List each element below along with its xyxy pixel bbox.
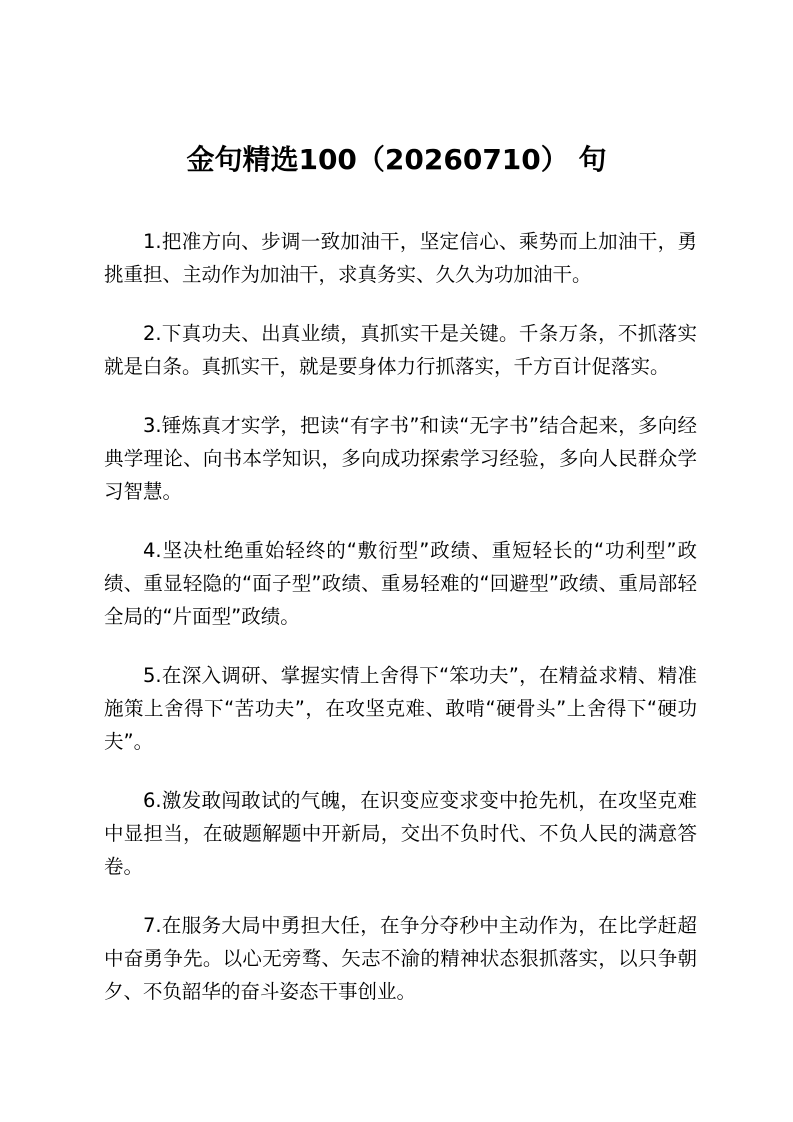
paragraph-4: 4.坚决杜绝重始轻终的“敷衍型”政绩、重短轻长的“功利型”政绩、重显轻隐的“面子型”政绩、重易轻难的“回避型”政绩、重局部轻全局的“片面型”政绩。: [104, 539, 697, 628]
document-title: 金句精选100（20260710） 句: [186, 143, 607, 176]
document-body: [104, 225, 697, 1034]
paragraph-3: 3.锤炼真才实学，把读“有字书”和读“无字书”结合起来，多向经典学理论、向书本学知识，多向成功探索学习经验，多向人民群众学习智慧。: [104, 414, 697, 503]
paragraph-2: 2.下真功夫、出真业绩，真抓实干是关键。千条万条，不抓落实就是白条。真抓实干，就是要身体力行抓落实，千方百计促落实。: [104, 322, 697, 378]
paragraph-6: 6.激发敢闯敢试的气魄，在识变应变求变中抢先机，在攻坚克难中显担当，在破题解题中开新局，交出不负时代、不负人民的满意答卷。: [104, 789, 697, 878]
paragraph-7: 7.在服务大局中勇担大任，在争分夺秒中主动作为，在比学赶超中奋勇争先。以心无旁骛、矢志不渝的精神状态狠抓落实，以只争朝夕、不负韶华的奋斗姿态干事创业。: [104, 914, 697, 1003]
paragraph-1: 1.把准方向、步调一致加油干，坚定信心、乘势而上加油干，勇挑重担、主动作为加油干，求真务实、久久为功加油干。: [104, 230, 697, 286]
paragraph-5: 5.在深入调研、掌握实情上舍得下“笨功夫”，在精益求精、精准施策上舍得下“苦功夫”，在攻坚克难、敢啃“硬骨头”上舍得下“硬功夫”。: [104, 664, 697, 753]
